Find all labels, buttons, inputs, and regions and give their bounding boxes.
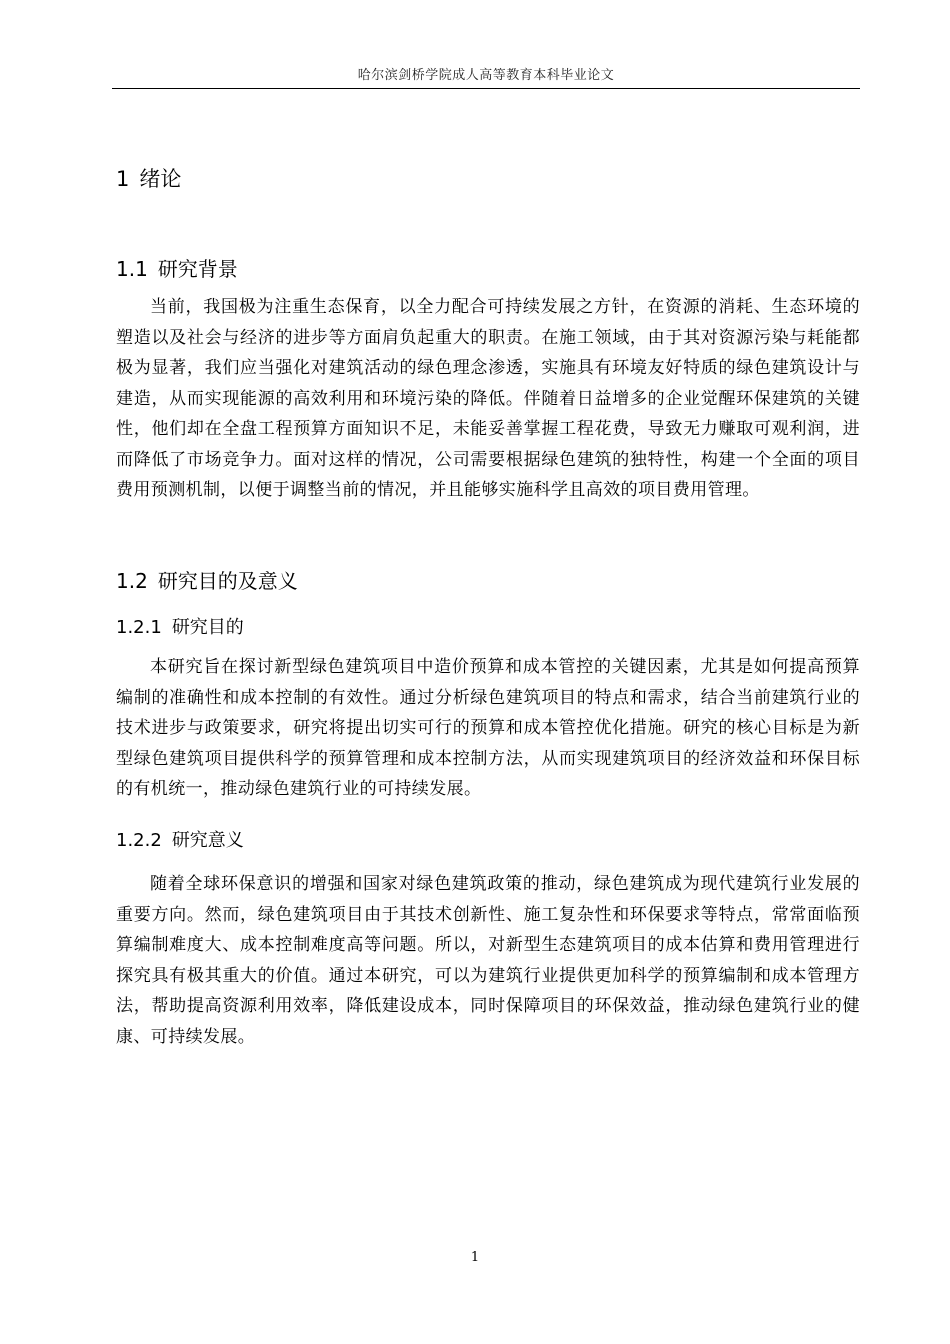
chapter-number: 1 [116,167,130,191]
section-heading-background [116,253,238,282]
paragraph-purpose: 本研究旨在探讨新型绿色建筑项目中造价预算和成本管控的关键因素，尤其是如何提高预算编制的准确性和成本控制的有效性。通过分析绿色建筑项目的特点和需求，结合当前建筑行业的技术进步与政策要求，研究将提出切实可行的预算和成本管控优化措施。研究的核心目标是为新型绿色建筑项目提供科学的预算管理和成本控制方法，从而实现建筑项目的经济效益和环保目标的有机统一，推动绿色建筑行业的可持续发展。 [116,657,860,799]
paragraph-background: 当前，我国极为注重生态保育，以全力配合可持续发展之方针，在资源的消耗、生态环境的塑造以及社会与经济的进步等方面肩负起重大的职责。在施工领域，由于其对资源污染与耗能都极为显著，我们应当强化对建筑活动的绿色理念渗透，实施具有环境友好特质的绿色建筑设计与建造，从而实现能源的高效利用和环境污染的降低。伴随着日益增多的企业觉醒环保建筑的关键性，他们却在全盘工程预算方面知识不足，未能妥善掌握工程花费，导致无力赚取可观利润，进而降低了市场竞争力。面对这样的情况，公司需要根据绿色建筑的独特性，构建一个全面的项目费用预测机制，以便于调整当前的情况，并且能够实施科学且高效的项目费用管理。 [116,297,860,500]
subsection-title: 研究意义 [171,830,244,851]
subsection-heading-significance [116,826,244,852]
section-title: 研究目的及意义 [157,569,298,593]
page-header: 哈尔滨剑桥学院成人高等教育本科毕业论文 [357,68,615,83]
subsection-title: 研究目的 [171,617,244,638]
subsection-heading-purpose [116,613,244,639]
section-heading-purpose-significance [116,565,298,594]
subsection-number: 1.2.1 [116,617,162,638]
section-title: 研究背景 [157,257,238,281]
header-divider [112,88,860,89]
chapter-heading [116,163,181,193]
chapter-title: 绪论 [139,167,182,191]
section-number: 1.1 [116,257,148,281]
subsection-number: 1.2.2 [116,830,162,851]
section-number: 1.2 [116,569,148,593]
paragraph-significance: 随着全球环保意识的增强和国家对绿色建筑政策的推动，绿色建筑成为现代建筑行业发展的重要方向。然而，绿色建筑项目由于其技术创新性、施工复杂性和环保要求等特点，常常面临预算编制难度大、成本控制难度高等问题。所以，对新型生态建筑项目的成本估算和费用管理进行探究具有极其重大的价值。通过本研究，可以为建筑行业提供更加科学的预算编制和成本管理方法，帮助提高资源利用效率，降低建设成本，同时保障项目的环保效益，推动绿色建筑行业的健康、可持续发展。 [116,874,860,1047]
page-number: 1 [470,1250,480,1265]
